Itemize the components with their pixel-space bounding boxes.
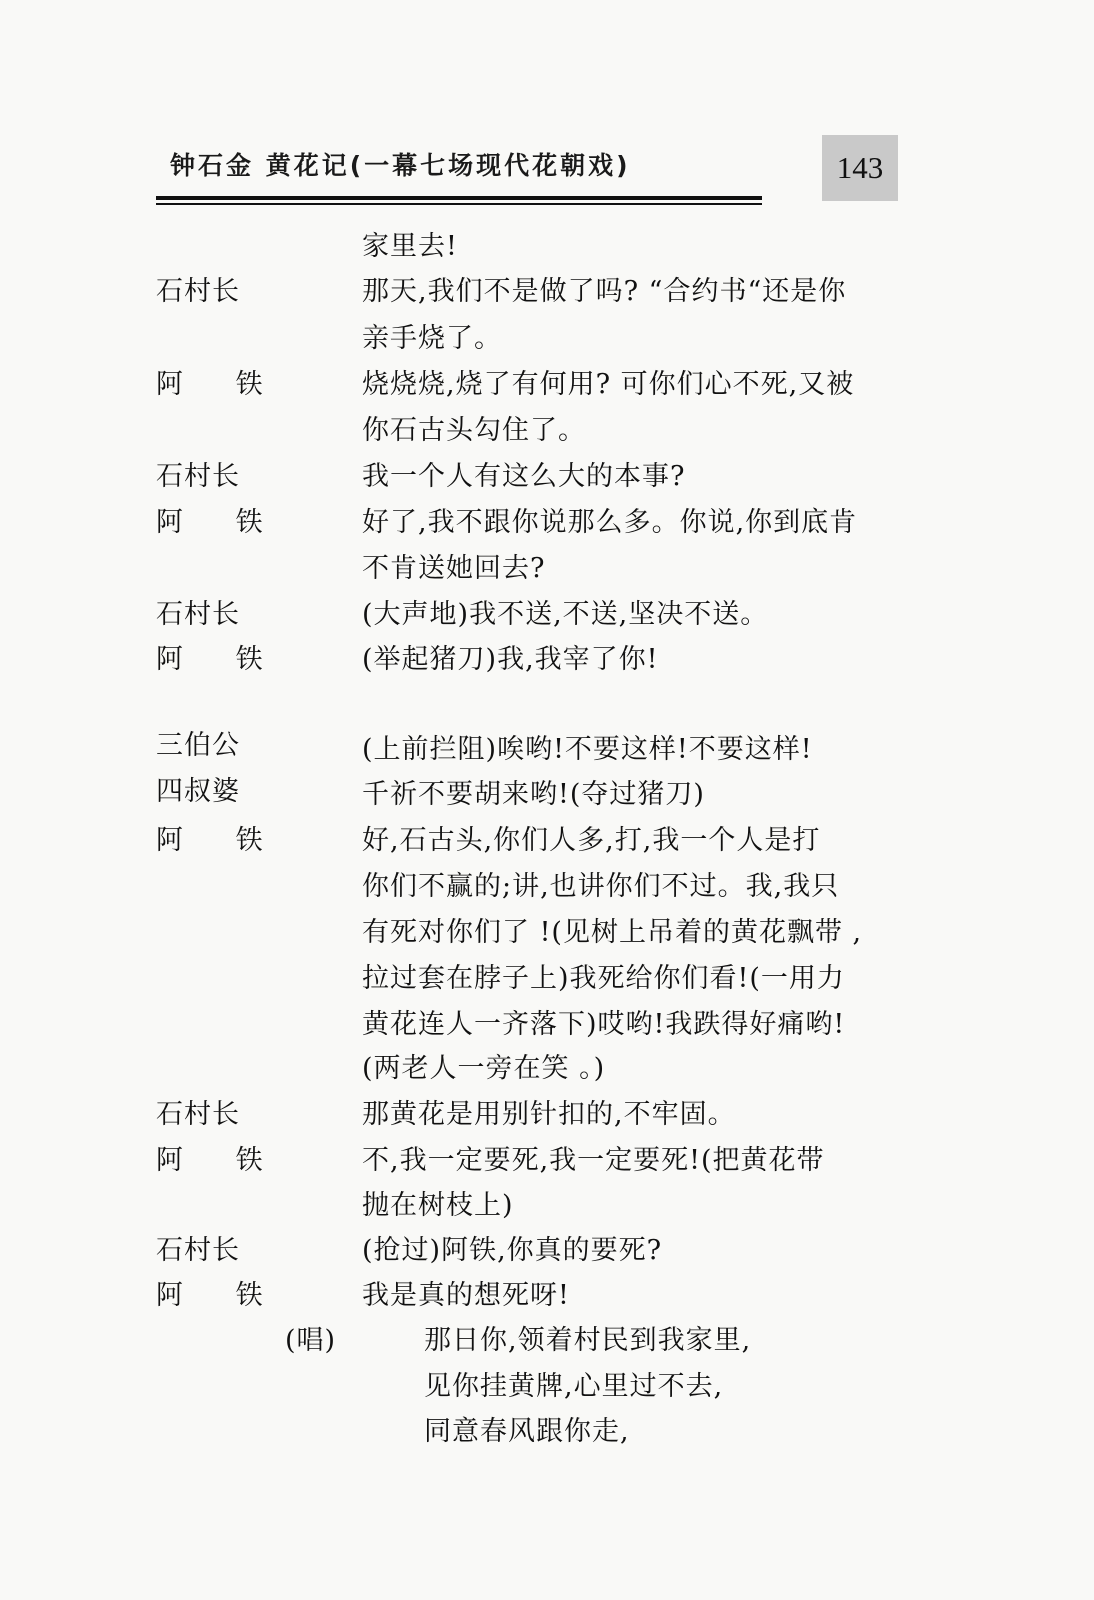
dialogue-text: 你石古头勾住了。 (362, 415, 586, 446)
song-line: 那日你,领着村民到我家里, (424, 1325, 752, 1356)
dialogue-text: 有死对你们了 !(见树上吊着的黄花飘带 , (362, 917, 863, 948)
running-title: 钟石金 黄花记(一幕七场现代花朝戏) (170, 151, 631, 180)
dialogue-text: (举起猪刀)我,我宰了你! (362, 644, 659, 675)
dialogue-text: 不肯送她回去? (362, 553, 546, 584)
dialogue-text: 好,石古头,你们人多,打,我一个人是打 (362, 825, 821, 856)
speaker-name: 石村长 (156, 461, 240, 492)
stage-direction: (两老人一旁在笑 。) (362, 1053, 606, 1084)
dialogue-text: 千祈不要胡来哟!(夺过猪刀) (362, 779, 705, 810)
header-rule-thick (156, 196, 762, 200)
dialogue-text: (抢过)阿铁,你真的要死? (362, 1235, 663, 1266)
speaker-name: 阿 铁 (156, 1145, 285, 1176)
header-rule-thin (156, 203, 762, 205)
song-line: 同意春风跟你走, (424, 1416, 630, 1447)
singing-cue: (唱) (285, 1325, 337, 1356)
dialogue-text: 我是真的想死呀! (362, 1280, 570, 1311)
dialogue-text: 抛在树枝上) (362, 1190, 514, 1221)
dialogue-text: 亲手烧了。 (362, 323, 502, 354)
dialogue-text: 不,我一定要死,我一定要死!(把黄花带 (362, 1145, 825, 1176)
dialogue-text: 家里去! (362, 231, 458, 262)
dialogue-text: 你们不赢的;讲,也讲你们不过。我,我只 (362, 871, 840, 902)
dialogue-text: (上前拦阻)唉哟!不要这样!不要这样! (362, 734, 813, 765)
speaker-name: 石村长 (156, 1235, 240, 1266)
speaker-name: 三伯公 (156, 730, 240, 761)
dialogue-text: 黄花连人一齐落下)哎哟!我跌得好痛哟! (362, 1009, 846, 1040)
dialogue-text: 拉过套在脖子上)我死给你们看!(一用力 (362, 963, 845, 994)
dialogue-text: 好了,我不跟你说那么多。你说,你到底肯 (362, 507, 858, 538)
speaker-name: 石村长 (156, 599, 240, 630)
speaker-name: 石村长 (156, 1099, 240, 1130)
speaker-name: 阿 铁 (156, 644, 285, 675)
speaker-name: 阿 铁 (156, 825, 285, 856)
page-number-box (822, 135, 898, 201)
speaker-name: 阿 铁 (156, 369, 285, 400)
dialogue-text: 那黄花是用别针扣的,不牢固。 (362, 1099, 736, 1130)
speaker-name: 石村长 (156, 276, 240, 307)
speaker-name: 阿 铁 (156, 1280, 285, 1311)
dialogue-text: 烧烧烧,烧了有何用? 可你们心不死,又被 (362, 369, 855, 400)
page-number: 143 (836, 150, 884, 185)
dialogue-text: 那天,我们不是做了吗? “合约书“还是你 (362, 276, 847, 307)
speaker-name: 阿 铁 (156, 507, 285, 538)
speaker-name: 四叔婆 (156, 776, 240, 807)
dialogue-text: (大声地)我不送,不送,坚决不送。 (362, 599, 769, 630)
dialogue-text: 我一个人有这么大的本事? (362, 461, 686, 492)
song-line: 见你挂黄牌,心里过不去, (424, 1371, 724, 1402)
